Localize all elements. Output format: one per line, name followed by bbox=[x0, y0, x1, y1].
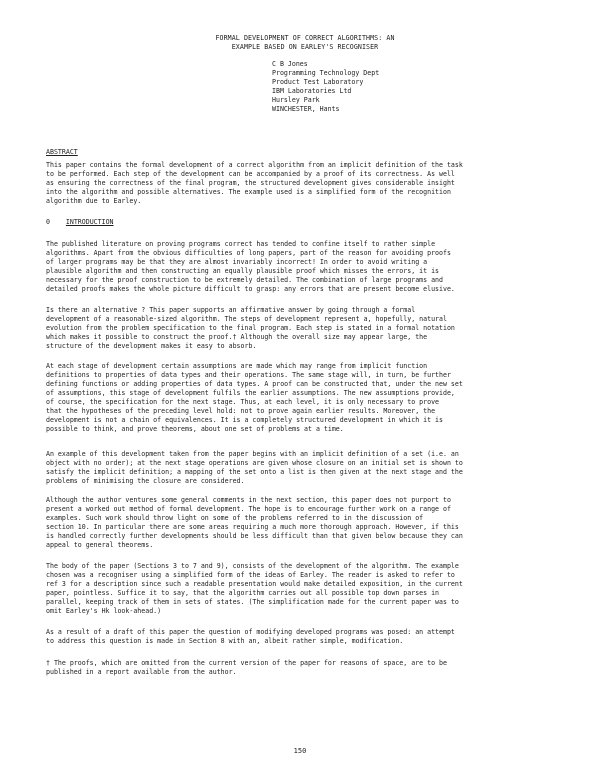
intro-paragraph-4 bbox=[46, 450, 560, 486]
page-number: 150 bbox=[293, 747, 307, 755]
paragraph-line: An example of this development taken from the paper begins with an implicit definition of a set (i.e. an bbox=[46, 450, 459, 458]
paper-title-line-2: EXAMPLE BASED ON EARLEY'S RECOGNISER bbox=[231, 43, 379, 51]
intro-paragraph-6 bbox=[46, 562, 560, 616]
paper-title-line-1: FORMAL DEVELOPMENT OF CORRECT ALGORITHMS: AN bbox=[215, 34, 395, 42]
abstract-line: as ensuring the correctness of the final program, the structured development gives considerable insight bbox=[46, 179, 455, 187]
section-number: 0 bbox=[46, 218, 50, 226]
footnote-line: published in a report available from the author. bbox=[46, 668, 237, 676]
author-org: IBM Laboratories Ltd bbox=[272, 86, 352, 95]
paragraph-line: that the hypotheses of the preceding level hold: not to prove again earlier results. Moreover, the bbox=[46, 407, 436, 415]
paragraph-line: necessary for the proof construction to be extremely detailed. The combination of large programs and bbox=[46, 276, 443, 284]
paragraph-line: chosen was a recogniser using a simplified form of the ideas of Earley. The reader is asked to refer to bbox=[46, 571, 455, 579]
paragraph-line: development is not a chain of equivalences. It is a completely structured development in which it is bbox=[46, 416, 443, 424]
paragraph-line: structure of the development makes it easy to absorb. bbox=[46, 342, 257, 350]
abstract-line: into the algorithm and possible alternatives. The example used is a simplified form of the recognition bbox=[46, 188, 451, 196]
author-name: C B Jones bbox=[272, 60, 308, 68]
paragraph-line: appeal to general theorems. bbox=[46, 541, 154, 549]
paragraph-line: paper, pointless. Suffice it to say, that the algorithm carries out all possible top down parses in bbox=[46, 589, 440, 597]
intro-heading bbox=[46, 218, 114, 227]
paragraph-line: section 10. In particular there are some areas requiring a much more thorough approach. However, if this bbox=[46, 523, 459, 531]
paragraph-line: At each stage of development certain assumptions are made which may range from implicit function bbox=[46, 362, 428, 370]
intro-paragraph-1 bbox=[46, 240, 560, 294]
footnote-line: † The proofs, which are omitted from the current version of the paper for reasons of space, are to be bbox=[46, 659, 447, 667]
paragraph-line: The body of the paper (Sections 3 to 7 and 9), consists of the development of the algorithm. The example bbox=[46, 562, 459, 570]
paragraph-line: to address this question is made in Section 8 with an, albeit rather simple, modification. bbox=[46, 637, 404, 645]
intro-paragraph-2 bbox=[46, 306, 560, 351]
abstract-line: This paper contains the formal development of a correct algorithm from an implicit definition of the task bbox=[46, 161, 463, 169]
paragraph-line: object with no order); at the next stage operations are given whose closure on an initial set is shown to bbox=[46, 459, 463, 467]
intro-paragraph-3 bbox=[46, 362, 560, 434]
paragraph-line: detailed proofs makes the whole picture difficult to grasp: any errors that are present become elusive. bbox=[46, 285, 455, 293]
paragraph-line: of assumptions, this stage of development fulfils the earlier assumptions. The new assumptions provide, bbox=[46, 389, 455, 397]
paragraph-line: plausible algorithm and then constructing an equally plausible proof which misses the errors, it is bbox=[46, 267, 440, 275]
author-lab: Product Test Laboratory bbox=[272, 77, 364, 86]
intro-paragraph-5 bbox=[46, 496, 560, 550]
paragraph-line: algorithms. Apart from the obvious difficulties of long papers, part of the reason for avoiding proofs bbox=[46, 249, 451, 257]
paragraph-line: Is there an alternative ? This paper supports an affirmative answer by going through a formal bbox=[46, 306, 416, 314]
abstract-line: algorithm due to Earley. bbox=[46, 197, 142, 205]
paragraph-line: ref 3 for a description since such a readable presentation would make detailed exposition, in the current bbox=[46, 580, 463, 588]
paragraph-line: present a worked out method of formal development. The hope is to encourage further work on a range of bbox=[46, 505, 451, 513]
author-place: Hursley Park bbox=[272, 95, 320, 104]
section-title: INTRODUCTION bbox=[65, 218, 114, 226]
paragraph-line: Although the author ventures some general comments in the next section, this paper does not purport to bbox=[46, 496, 451, 504]
paragraph-line: of course, the specification for the next stage. Thus, at each level, it is only necessary to prove bbox=[46, 398, 440, 406]
intro-paragraph-7 bbox=[46, 628, 560, 646]
paragraph-line: parallel, keeping track of them in sets of states. (The simplification made for the current paper was to bbox=[46, 598, 459, 606]
paragraph-line: possible to think, and prove theorems, about one set of problems at a time. bbox=[46, 425, 344, 433]
paragraph-line: The published literature on proving programs correct has tended to confine itself to rather simple bbox=[46, 240, 436, 248]
footnote bbox=[46, 659, 560, 677]
paragraph-line: satisfy the implicit definition; a mapping of the set onto a list is then given at the next stage and the bbox=[46, 468, 463, 476]
author-dept: Programming Technology Dept bbox=[272, 68, 380, 77]
paragraph-line: development of a reasonable-sized algorithm. The steps of development represent a, hopefully, natural bbox=[46, 315, 447, 323]
abstract-body bbox=[46, 161, 560, 206]
paragraph-line: As a result of a draft of this paper the question of modifying developed programs was posed: an attempt bbox=[46, 628, 455, 636]
paragraph-line: problems of minimising the closure are considered. bbox=[46, 477, 245, 485]
paragraph-line: which makes it possible to construct the proof.† Although the overall size may appear large, the bbox=[46, 333, 428, 341]
abstract-line: to be performed. Each step of the development can be accompanied by a proof of its correctness. As well bbox=[46, 170, 455, 178]
paragraph-line: of larger programs may be that they are almost invariably incorrect! In order to avoid writing a bbox=[46, 258, 428, 266]
paragraph-line: is handled correctly further developments should be less difficult than that given below because they can bbox=[46, 532, 463, 540]
author-block bbox=[272, 60, 379, 113]
paragraph-line: examples. Such work should throw light on some of the problems referred to in the discussion of bbox=[46, 514, 424, 522]
paragraph-line: definitions to properties of data types and their operations. The same stage will, in turn, be further bbox=[46, 371, 451, 379]
paragraph-line: omit Earley's Hk look-ahead.) bbox=[46, 607, 162, 615]
paragraph-line: evolution from the problem specification to the final program. Each step is stated in a formal notation bbox=[46, 324, 455, 332]
abstract-heading: ABSTRACT bbox=[46, 148, 78, 156]
paragraph-line: defining functions or adding properties of data types. A proof can be constructed that, under the new set bbox=[46, 380, 463, 388]
author-city: WINCHESTER, Hants bbox=[272, 104, 340, 113]
